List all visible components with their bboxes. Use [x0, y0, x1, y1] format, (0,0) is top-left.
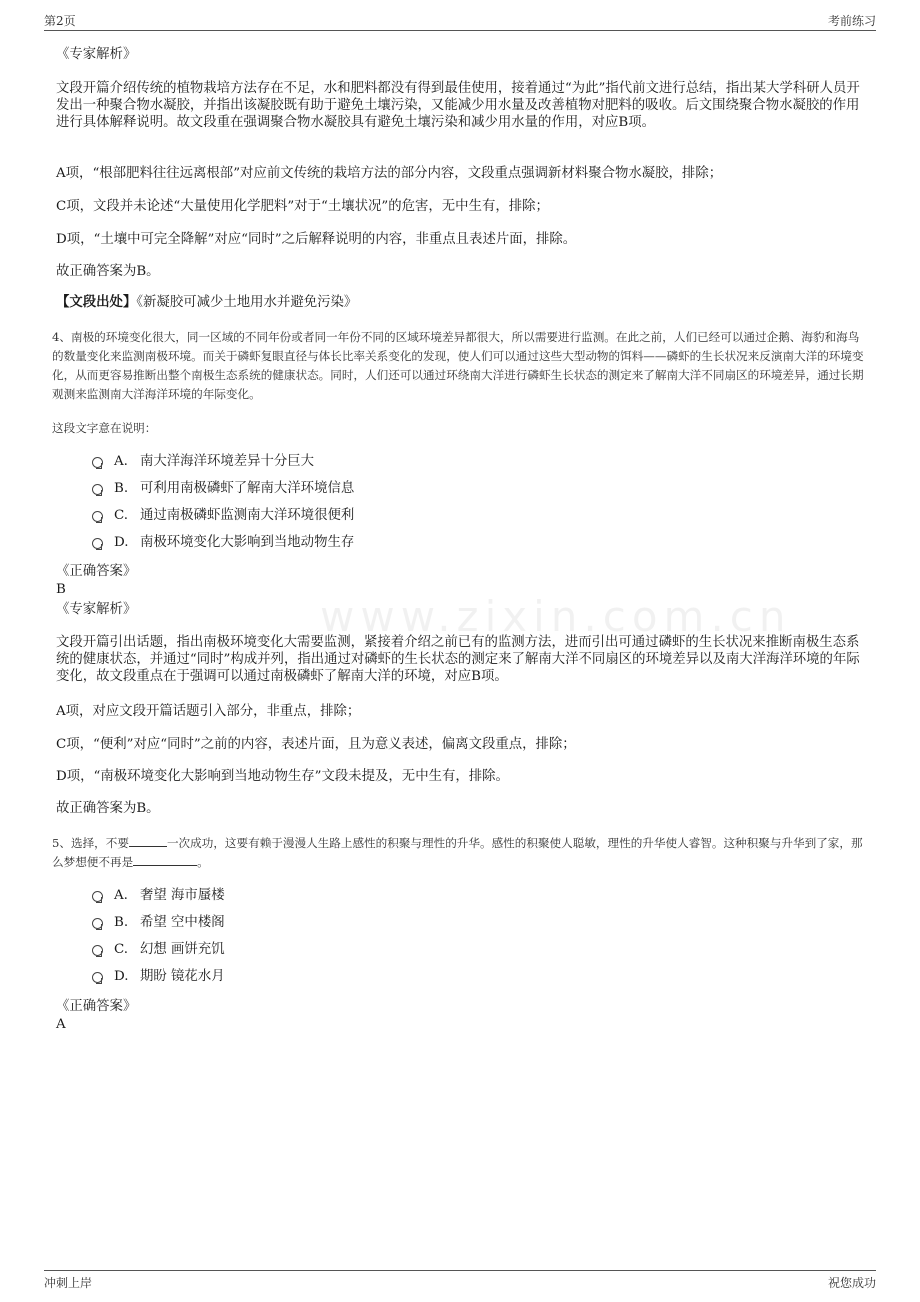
q4-option-c[interactable]: C. 通过南极磷虾监测南大洋环境很便利 — [92, 506, 692, 533]
q4-analysis: 文段开篇引出话题，指出南极环境变化大需要监测，紧接着介绍之前已有的监测方法，进而引出可通过磷虾的生长状况来推断南极生态系统的健康状态，并通过“同时”构成并列，指出通过对磷虾的生长状态的测定来了解南大洋不同扇区的环境差异以及南大洋海洋环境的年际变化，故文段重点在于强调可以通过南极磷虾了解南大洋的环境，对应B项。 — [56, 635, 860, 684]
page-footer — [44, 1270, 876, 1293]
q3-analysis-label: 《专家解析》 — [56, 47, 137, 62]
q3-conclusion: 故正确答案为B。 — [56, 264, 160, 279]
page-number: 第2页 — [44, 14, 76, 28]
q5-options — [92, 886, 692, 994]
header-title: 考前练习 — [827, 14, 876, 28]
radio-icon[interactable] — [92, 538, 103, 549]
radio-icon[interactable] — [92, 972, 103, 983]
q5-option-c[interactable]: C. 幻想 画饼充饥 — [92, 940, 692, 967]
q5-answer: A — [56, 1017, 66, 1032]
radio-icon[interactable] — [92, 945, 103, 956]
watermark: www.zixin.com.cn — [320, 592, 792, 641]
q4-option-a-note: A项，对应文段开篇话题引入部分，非重点，排除； — [56, 704, 361, 719]
page-header — [44, 10, 876, 31]
q4-conclusion: 故正确答案为B。 — [56, 801, 160, 816]
q3-source — [56, 294, 868, 311]
q3-option-c-note: C项，文段并未论述“大量使用化学肥料”对于“土壤状况”的危害，无中生有，排除； — [56, 199, 549, 214]
q5-option-b[interactable]: B. 希望 空中楼阁 — [92, 913, 692, 940]
q5-answer-label: 《正确答案》 — [56, 999, 137, 1014]
footer-right-text: 祝您成功 — [827, 1276, 876, 1290]
q4-prompt: 这段文字意在说明： — [52, 421, 157, 435]
q4-option-c-note: C项，“便利”对应“同时”之前的内容，表述片面，且为意义表述，偏离文段重点，排除； — [56, 737, 576, 752]
q5-option-a[interactable]: A. 奢望 海市蜃楼 — [92, 886, 692, 913]
fill-blank-2 — [133, 865, 197, 866]
q4-option-d[interactable]: D. 南极环境变化大影响到当地动物生存 — [92, 533, 692, 560]
q5-stem: 5、选择，不要 一次成功，这要有赖于漫漫人生路上感性的积聚与理性的升华。感性的积聚使人聪敏，理性的升华使人睿智。这种积聚与升华到了家，那么梦想便不再是 。 — [52, 836, 863, 869]
fill-blank-1 — [129, 846, 167, 847]
radio-icon[interactable] — [92, 891, 103, 902]
q3-analysis: 文段开篇介绍传统的植物栽培方法存在不足，水和肥料都没有得到最佳使用，接着通过“为此”指代前文进行总结，指出某大学科研人员开发出一种聚合物水凝胶，并指出该凝胶既有助于避免土壤污染，又能减少用水量及改善植物对肥料的吸收。后文围绕聚合物水凝胶的作用进行具体解释说明。故文段重在强调聚合物水凝胶具有避免土壤污染和减少用水量的作用，对应B项。 — [56, 81, 860, 130]
q5-option-d[interactable]: D. 期盼 镜花水月 — [92, 967, 692, 994]
q3-option-a-note: A项，“根部肥料往往远离根部”对应前文传统的栽培方法的部分内容，文段重点强调新材料聚合物水凝胶，排除； — [56, 166, 723, 181]
radio-icon[interactable] — [92, 484, 103, 495]
radio-icon[interactable] — [92, 918, 103, 929]
source-label: 【文段出处】 — [56, 294, 137, 310]
q4-analysis-label: 《专家解析》 — [56, 602, 137, 617]
radio-icon[interactable] — [92, 457, 103, 468]
radio-icon[interactable] — [92, 511, 103, 522]
footer-left-text: 冲刺上岸 — [44, 1276, 93, 1290]
q4-answer-label: 《正确答案》 — [56, 564, 137, 579]
q4-option-a[interactable]: A. 南大洋海洋环境差异十分巨大 — [92, 452, 692, 479]
q3-option-d-note: D项，“土壤中可完全降解”对应“同时”之后解释说明的内容，非重点且表述片面，排除。 — [56, 232, 577, 247]
q4-answer: B — [56, 582, 66, 597]
q4-option-d-note: D项，“南极环境变化大影响到当地动物生存”文段未提及，无中生有，排除。 — [56, 769, 509, 784]
source-title: 《新凝胶可减少土地用水并避免污染》 — [136, 295, 358, 310]
q4-option-b[interactable]: B. 可利用南极磷虾了解南大洋环境信息 — [92, 479, 692, 506]
q4-options — [92, 452, 692, 560]
q4-stem: 4、南极的环境变化很大，同一区域的不同年份或者同一年份不同的区域环境差异都很大，所以需要进行监测。在此之前，人们已经可以通过企鹅、海豹和海鸟的数量变化来监测南极环境。而关于磷虾复眼直径与体长比率关系变化的发现，使人们可以通过这些大型动物的饵料——磷虾的生长状况来反演南大洋的环境变化，从而更容易推断出整个南极生态系统的健康状态。同时，人们还可以通过环绕南大洋进行磷虾生长状态的测定来了解南大洋不同扇区的环境差异，通过长期观测来监测南大洋海洋环境的年际变化。 — [52, 330, 864, 401]
